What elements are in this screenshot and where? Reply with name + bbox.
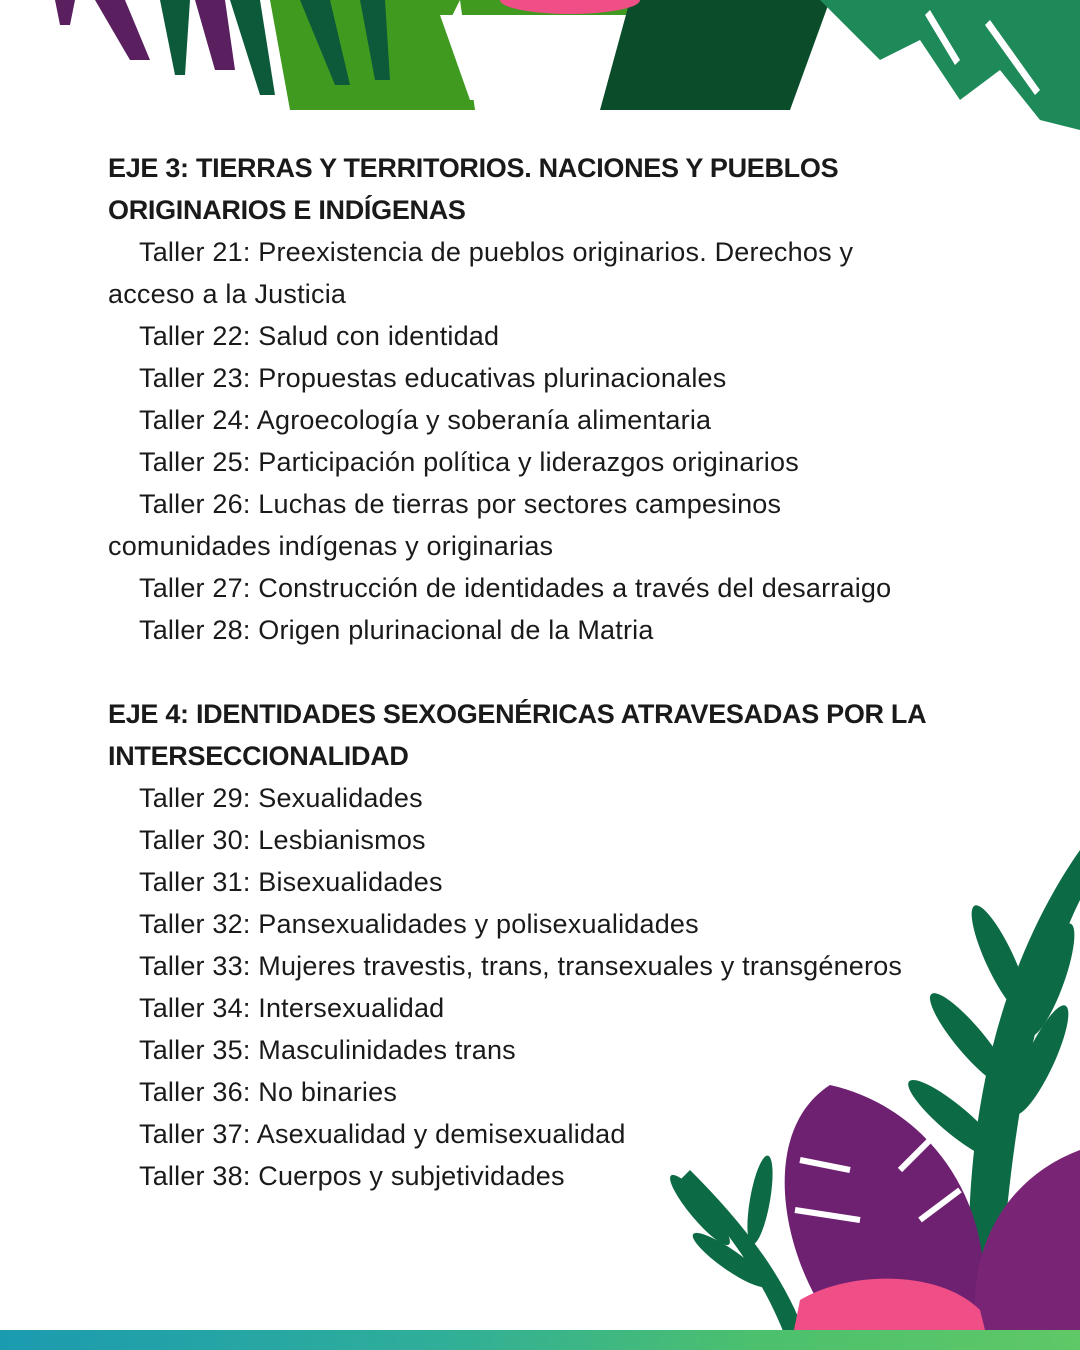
list-item: Taller 29: Sexualidades — [139, 783, 423, 813]
section-eje-3 — [108, 147, 988, 651]
list-item: Taller 30: Lesbianismos — [139, 825, 426, 855]
list-item: Taller 24: Agroecología y soberanía alimentaria — [139, 405, 712, 435]
section-heading: ORIGINARIOS E INDÍGENAS — [108, 195, 466, 225]
list-item: Taller 27: Construcción de identidades a través del desarraigo — [139, 573, 892, 603]
bottom-gradient-bar — [0, 1330, 1080, 1350]
list-item: Taller 32: Pansexualidades y polisexualidades — [139, 909, 699, 939]
list-item: Taller 31: Bisexualidades — [139, 867, 443, 897]
section-eje-4 — [108, 693, 988, 1197]
section-heading: EJE 4: IDENTIDADES SEXOGENÉRICAS ATRAVESADAS POR LA — [108, 699, 927, 729]
list-item: Taller 38: Cuerpos y subjetividades — [139, 1161, 565, 1191]
list-item: Taller 25: Participación política y liderazgos originarios — [139, 447, 799, 477]
list-item: Taller 28: Origen plurinacional de la Matria — [139, 615, 654, 645]
list-item: Taller 35: Masculinidades trans — [139, 1035, 516, 1065]
list-item: Taller 22: Salud con identidad — [139, 321, 500, 351]
list-item: Taller 26: Luchas de tierras por sectores campesinos comunidades indígenas y originarias — [108, 489, 782, 561]
list-item: Taller 34: Intersexualidad — [139, 993, 445, 1023]
section-heading: EJE 3: TIERRAS Y TERRITORIOS. NACIONES Y PUEBLOS — [108, 153, 839, 183]
list-item: Taller 33: Mujeres travestis, trans, transexuales y transgéneros — [139, 951, 903, 981]
list-item: Taller 21: Preexistencia de pueblos originarios. Derechos y acceso a la Justicia — [108, 237, 854, 309]
list-item: Taller 37: Asexualidad y demisexualidad — [139, 1119, 626, 1149]
list-item: Taller 23: Propuestas educativas plurinacionales — [139, 363, 727, 393]
workshop-list — [108, 147, 988, 1197]
list-item: Taller 36: No binaries — [139, 1077, 398, 1107]
section-heading: INTERSECCIONALIDAD — [108, 741, 409, 771]
